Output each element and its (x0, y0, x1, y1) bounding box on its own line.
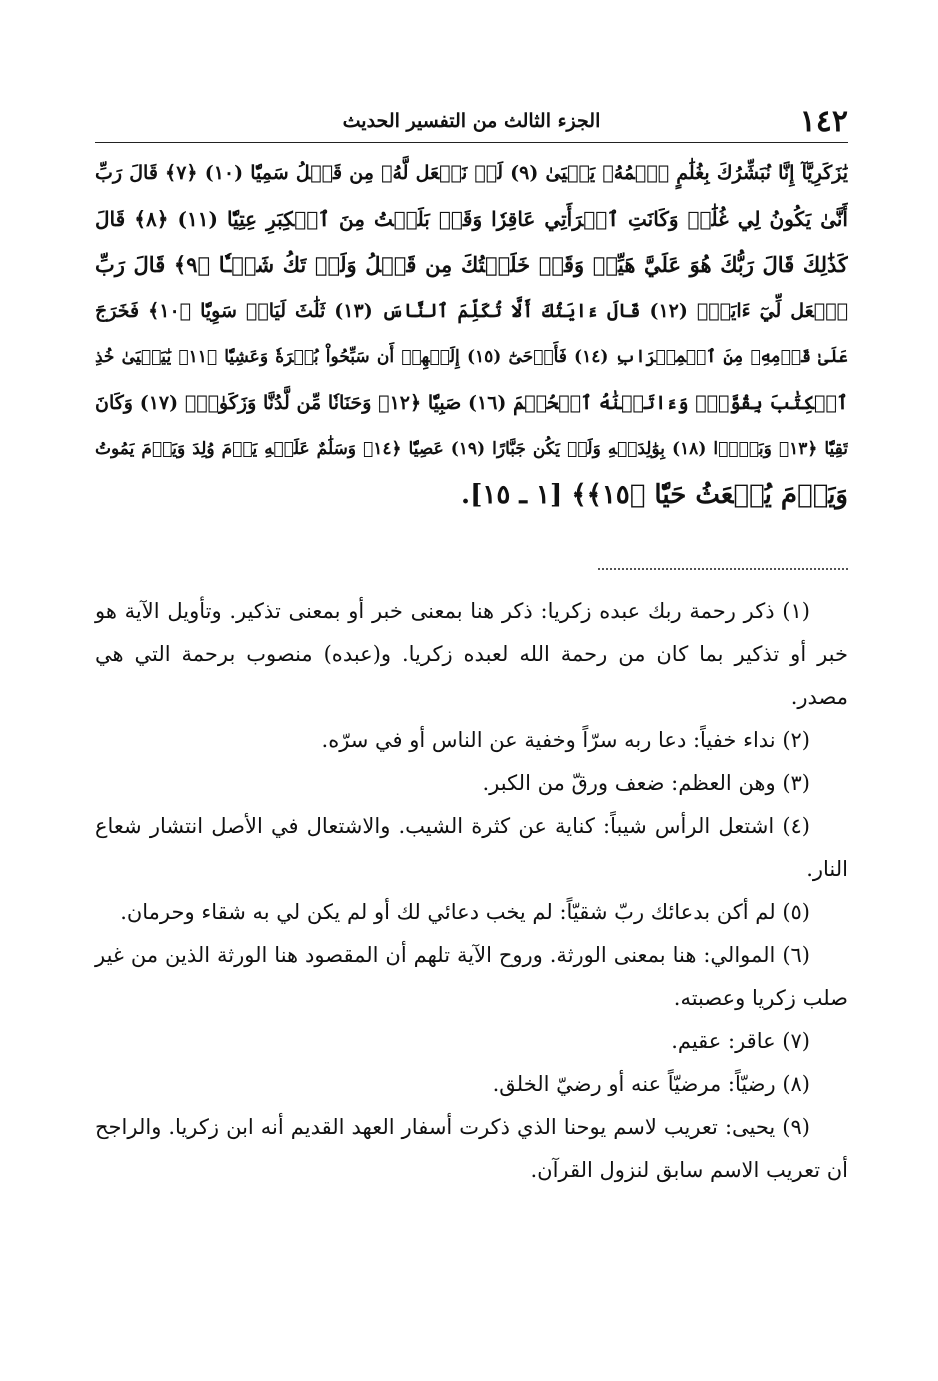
footnote-7: (٧) عاقر: عقيم. (671, 1029, 810, 1053)
quran-line: ٱلۡكِتَٰبَ بِقُوَّةٖۖ وَءَاتَيۡنَٰهُ ٱلۡحُكۡمَ (١٦) صَبِيّٗا ﴿١٢﴾ وَحَنَانٗا مِّن لَّدُنَّا وَزَكَوٰةٗۖ (١٧) وَكَانَ (95, 392, 848, 414)
quran-line: كَذَٰلِكَ قَالَ رَبُّكَ هُوَ عَلَيَّ هَيِّنٞ وَقَدۡ خَلَقۡتُكَ مِن قَبۡلُ وَلَمۡ تَكُ شَيۡـٔٗا ﴿٩﴾ قَالَ رَبِّ (95, 252, 848, 277)
quran-line: أَنَّىٰ يَكُونُ لِي غُلَٰمٞ وَكَانَتِ ٱمۡرَأَتِي عَاقِرٗا وَقَدۡ بَلَغۡتُ مِنَ ٱلۡكِبَرِ عِتِيّٗا (١١) ﴿٨﴾ قَالَ (95, 207, 848, 231)
footnotes (95, 590, 848, 1192)
quran-line: عَلَىٰ قَوۡمِهِۦ مِنَ ٱلۡمِحۡرَابِ (١٤) فَأَوۡحَىٰٓ (١٥) إِلَيۡهِمۡ أَن سَبِّحُواْ بُكۡرَةٗ وَعَشِيّٗا ﴿١١﴾ يَٰيَحۡيَىٰ خُذِ (95, 347, 848, 367)
footnote-6: (٦) الموالي: هنا بمعنى الورثة. وروح الآية تلهم أن المقصود هنا الورثة الذين من غير صلب زكريا وعصبته. (95, 943, 848, 1010)
footnote-3: (٣) وهن العظم: ضعف ورقّ من الكبر. (482, 771, 810, 795)
page-number: ١٤٢ (799, 104, 848, 139)
footnote-divider (598, 568, 848, 570)
footnote-4: (٤) اشتعل الرأس شيباً: كناية عن كثرة الشيب. والاشتعال في الأصل انتشار شعاع النار. (95, 814, 848, 881)
running-head: الجزء الثالث من التفسير الحديث (342, 110, 601, 132)
quran-passage (95, 150, 848, 518)
page-header (95, 104, 848, 140)
footnote-9: (٩) يحيى: تعريب لاسم يوحنا الذي ذكرت أسفار العهد القديم أنه ابن زكريا. والراجح أن تعريب الاسم سابق لنزول القرآن. (95, 1115, 848, 1182)
quran-line: ٱجۡعَل لِّيٓ ءَايَةٗۖ (١٢) قَالَ ءَايَتُكَ أَلَّا تُكَلِّمَ ٱلنَّاسَ (١٣) ثَلَٰثَ لَيَالٖ سَوِيّٗا ﴿١٠﴾ فَخَرَجَ (95, 300, 848, 322)
footnote-1: (١) ذكر رحمة ربك عبده زكريا: ذكر هنا بمعنى خبر أو بمعنى تذكير. وتأويل الآية هو خبر أو تذكير بما كان من رحمة الله لعبده زكريا. و(عبده) منصوب برحمة التي هي مصدر. (95, 599, 848, 709)
quran-line: وَيَوۡمَ يُبۡعَثُ حَيّٗا ﴿١٥﴾﴾ [١ ـ ١٥]. (461, 480, 848, 510)
footnote-8: (٨) رضيّاً: مرضيّاً عنه أو رضيّ الخلق. (492, 1072, 810, 1096)
quran-line: يَٰزَكَرِيَّآ إِنَّا نُبَشِّرُكَ بِغُلَٰمٍ ٱسۡمُهُۥ يَحۡيَىٰ (٩) لَمۡ نَجۡعَل لَّهُۥ مِن قَبۡلُ سَمِيّٗا (١٠) ﴿٧﴾ قَالَ رَبِّ (95, 162, 848, 184)
footnote-5: (٥) لم أكن بدعائك ربّ شقيّاً: لم يخب دعائي لك أو لم يكن لي به شقاء وحرمان. (120, 900, 810, 924)
quran-line: تَقِيّٗا ﴿١٣﴾ وَبَرَّۢا (١٨) بِوَٰلِدَيۡهِ وَلَمۡ يَكُن جَبَّارًا (١٩) عَصِيّٗا ﴿١٤﴾ وَسَلَٰمٌ عَلَيۡهِ يَوۡمَ وُلِدَ وَيَوۡمَ يَمُوتُ (95, 439, 848, 459)
footnote-2: (٢) نداء خفياً: دعا ربه سرّاً وخفية عن الناس أو في سرّه. (321, 728, 810, 752)
header-rule (95, 142, 848, 143)
